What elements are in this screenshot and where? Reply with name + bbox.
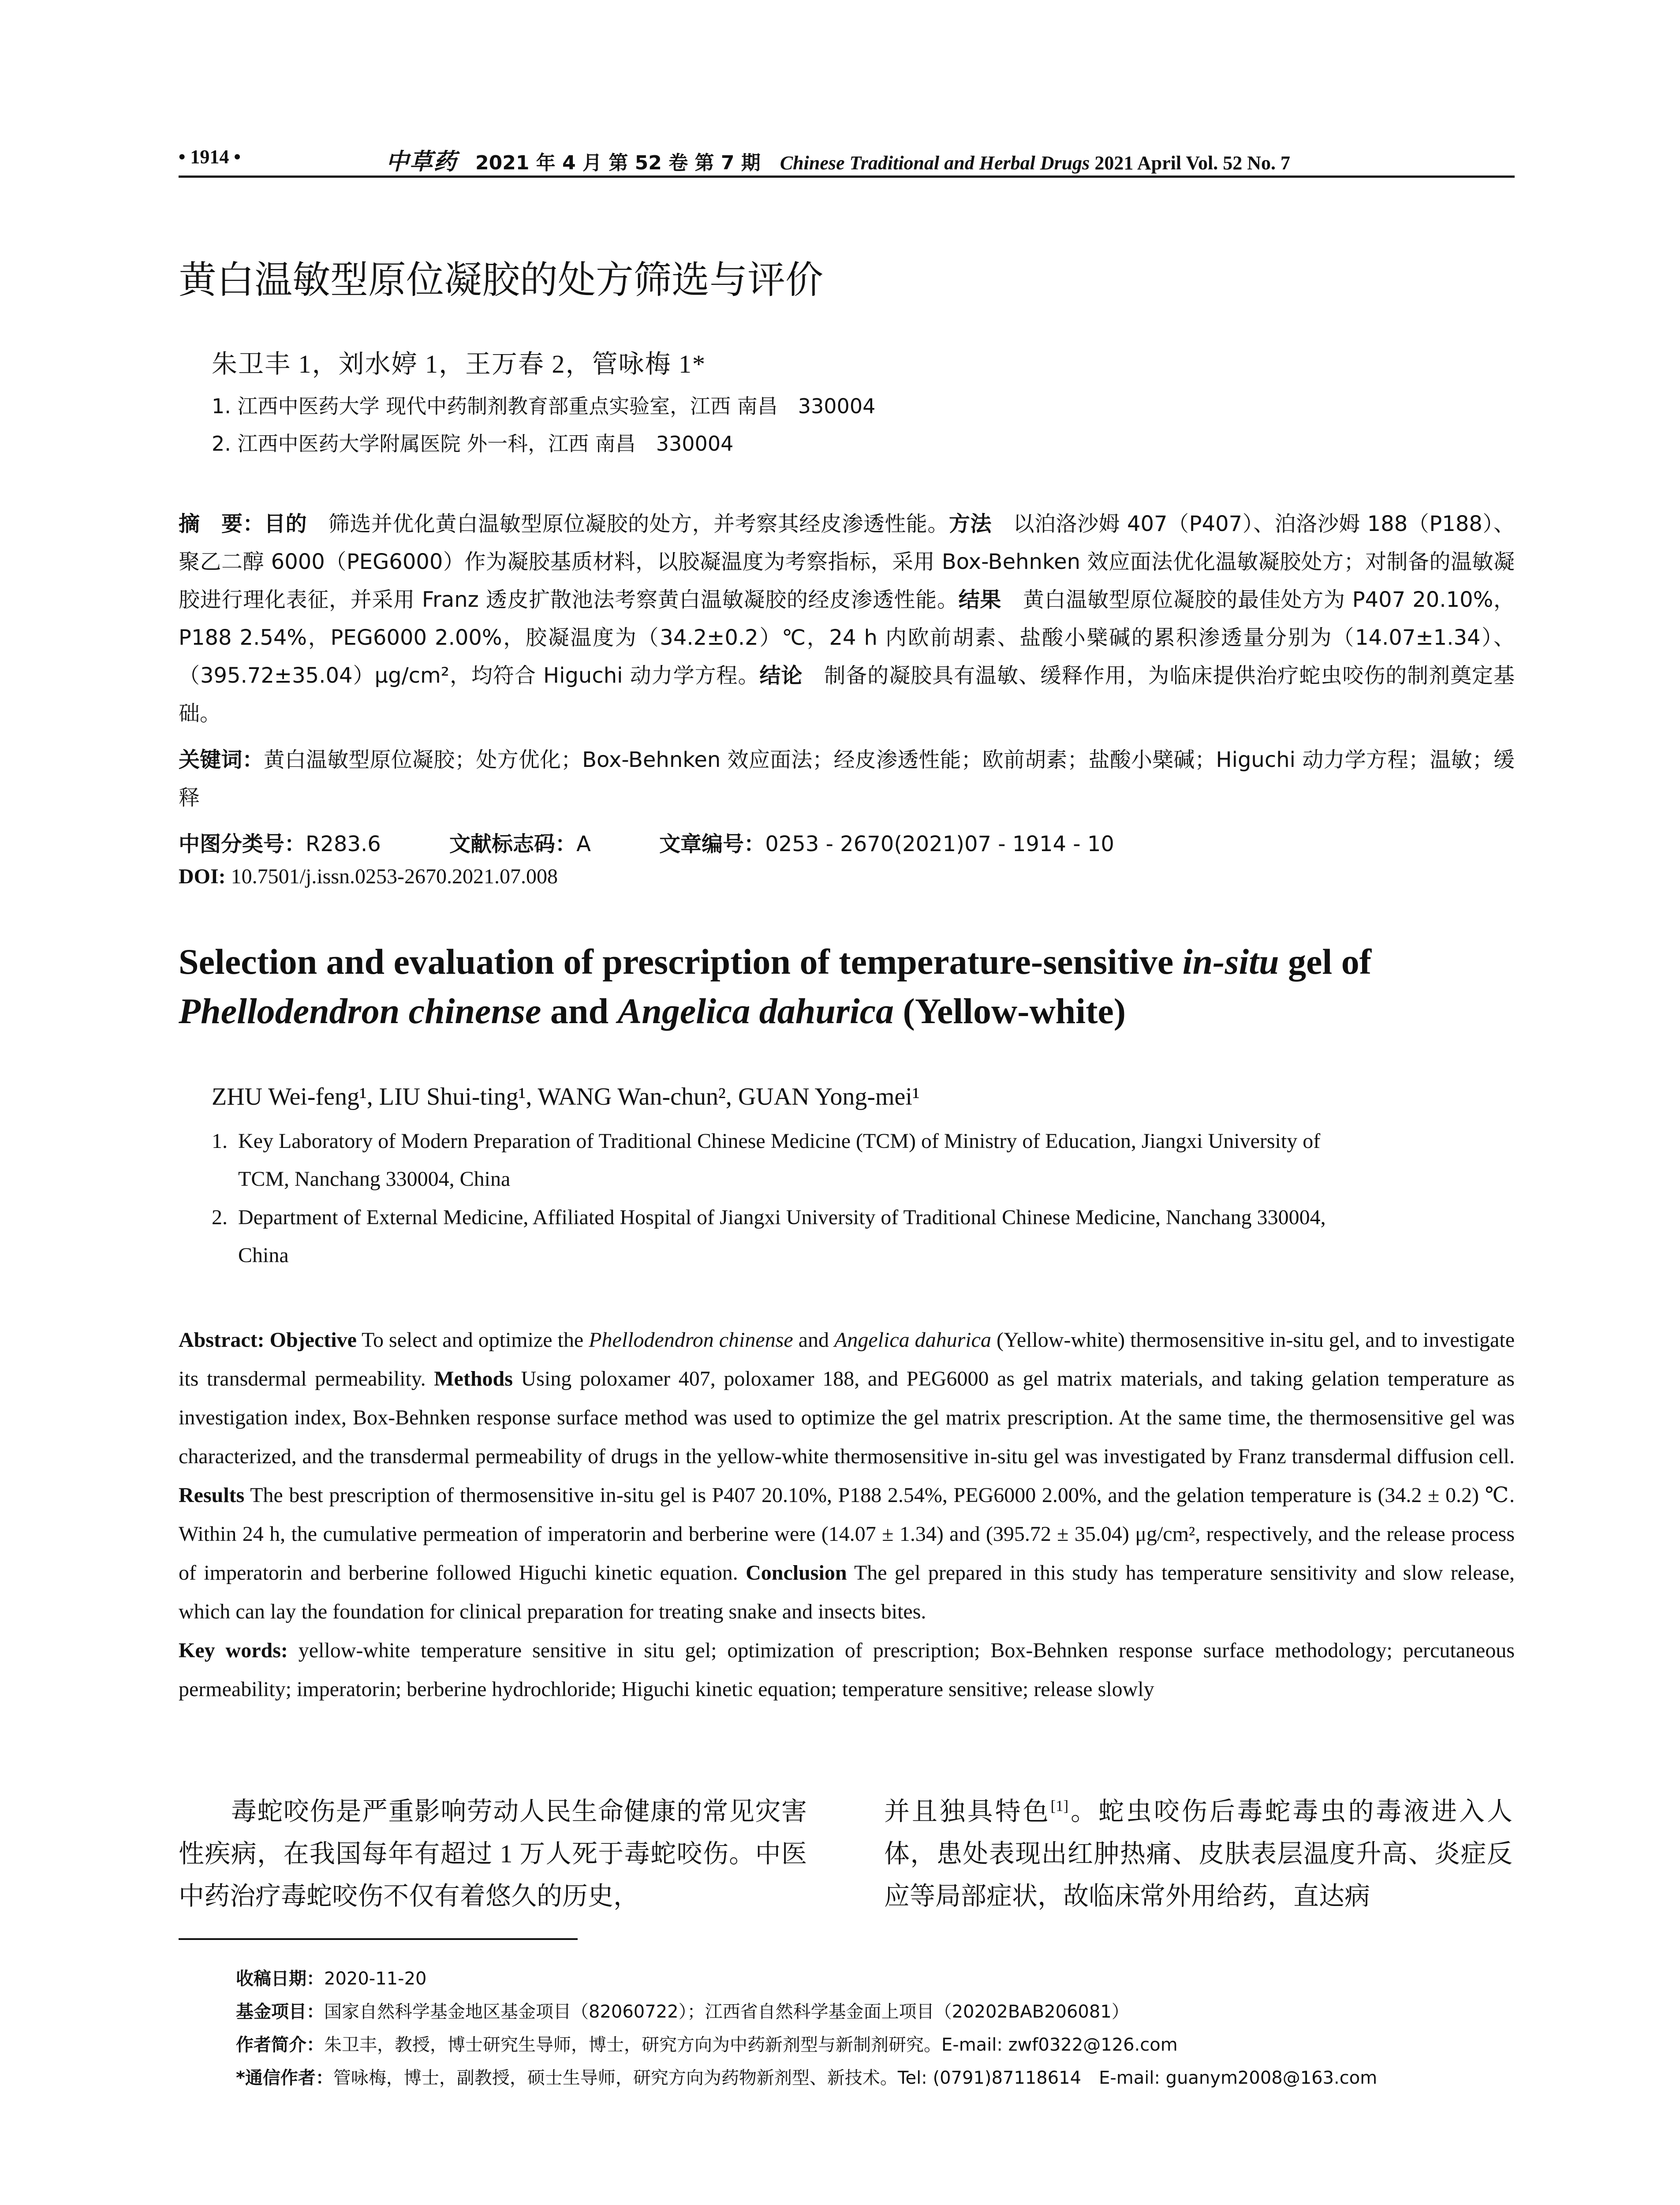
keywords-en-text: yellow-white temperature sensitive in situ gel; optimization of prescription; Box-Behnken response surface methodology; percutaneous permeability; imperatorin; berberine hydrochloride; Higuchi kinetic equation; temperature sensitive; release slowly <box>179 1639 1515 1701</box>
article-number: 文章编号：0253 - 2670(2021)07 - 1914 - 10 <box>659 832 1114 856</box>
methods-cn: 以泊洛沙姆 407（P407）、泊洛沙姆 188（P188）、聚乙二醇 6000（PEG6000）作为凝胶基质材料，以胶凝温度为考察指标，采用 Box-Behnken 效应面法优化温敏凝胶处方；对制备的温敏凝胶进行理化表征，并采用 Franz 透皮扩散池法考察黄白温敏凝胶的经皮渗透性能。 <box>179 512 1515 612</box>
keywords-cn <box>179 741 1515 817</box>
classification-line <box>179 827 1515 857</box>
results-label-en: Results <box>179 1484 245 1507</box>
doi <box>179 864 558 889</box>
keywords-en-label: Key words: <box>179 1639 288 1662</box>
footnote-rule <box>179 1938 578 1940</box>
issue-en: 2021 April Vol. 52 No. 7 <box>1094 152 1291 174</box>
body-column-right: 并且独具特色[1]。蛇虫咬伤后毒蛇毒虫的毒液进入人体，患处表现出红肿热痛、皮肤表层温度升高、炎症反应等局部症状，故临床常外用给药，直达病 <box>884 1797 1512 1910</box>
affiliation-cn-2: 2. 江西中医药大学附属医院 外一科，江西 南昌 330004 <box>212 432 734 456</box>
footnote-fund: 基金项目：国家自然科学基金地区基金项目（82060722）；江西省自然科学基金面上项目（20202BAB206081） <box>236 2002 1129 2022</box>
title-cn: 黄白温敏型原位凝胶的处方筛选与评价 <box>179 258 823 302</box>
footnote-author: 作者简介：朱卫丰，教授，博士研究生导师，博士，研究方向为中药新剂型与新制剂研究。E-mail: zwf0322@126.com <box>236 2035 1178 2055</box>
footnote-received: 收稿日期：2020-11-20 <box>236 1969 427 1989</box>
clc-number: 中图分类号：R283.6 <box>179 832 381 856</box>
page-number: • 1914 • <box>179 146 241 168</box>
conclusion-label-cn: 结论 <box>759 663 803 688</box>
affiliation-en-1: 1. Key Laboratory of Modern Preparation of Traditional Chinese Medicine (TCM) of Ministry of Education, Jiangxi University of TCM, Nanchang 330004, China <box>212 1129 1321 1191</box>
authors-en: ZHU Wei-feng¹, LIU Shui-ting¹, WANG Wan-chun², GUAN Yong-mei¹ <box>212 1083 920 1110</box>
authors-cn: 朱卫丰 1，刘水婷 1，王万春 2，管咏梅 1* <box>212 350 706 378</box>
document-code: 文献标志码：A <box>449 832 591 856</box>
objective-label-en: Objective <box>269 1328 357 1352</box>
title-en: Selection and evaluation of prescription of temperature-sensitive in-situ gel of Phellodendron chinense and Angelica dahurica (Yellow-white) <box>179 942 1372 1031</box>
footnote-corresponding: *通信作者：管咏梅，博士，副教授，硕士生导师，研究方向为药物新剂型、新技术。Tel: (0791)87118614 E-mail: guanym2008@163.com <box>236 2068 1378 2088</box>
issue-cn: 2021 年 4 月 第 52 卷 第 7 期 <box>475 152 761 174</box>
affiliation-cn-1: 1. 江西中医药大学 现代中药制剂教育部重点实验室，江西 南昌 330004 <box>212 394 876 418</box>
journal-info <box>386 143 1290 176</box>
doi-value[interactable]: 10.7501/j.issn.0253-2670.2021.07.008 <box>225 865 558 888</box>
journal-logo: 中草药 <box>386 149 458 175</box>
results-label-cn: 结果 <box>958 587 1002 612</box>
keywords-cn-label: 关键词： <box>179 747 264 772</box>
conclusion-label-en: Conclusion <box>746 1561 847 1585</box>
abstract-en-label: Abstract: <box>179 1328 270 1352</box>
objective-cn: 筛选并优化黄白温敏型原位凝胶的处方，并考察其经皮渗透性能。 <box>307 512 949 536</box>
results-cn: 黄白温敏型原位凝胶的最佳处方为 P407 20.10%，P188 2.54%，PEG6000 2.00%，胶凝温度为（34.2±0.2）℃，24 h 内欧前胡素、盐酸小檗碱的累积渗透量分别为（14.07±1.34）、（395.72±35.04）μg/cm²，均符合 Higuchi 动力学方程。 <box>179 587 1515 688</box>
keywords-cn-text: 黄白温敏型原位凝胶；处方优化；Box-Behnken 效应面法；经皮渗透性能；欧前胡素；盐酸小檗碱；Higuchi 动力学方程；温敏；缓释 <box>179 747 1515 810</box>
doi-label: DOI: <box>179 865 226 888</box>
methods-label-cn: 方法 <box>948 512 992 536</box>
body-column-left: 毒蛇咬伤是严重影响劳动人民生命健康的常见灾害性疾病，在我国每年有超过 1 万人死于毒蛇咬伤。中医中药治疗毒蛇咬伤不仅有着悠久的历史， <box>179 1797 807 1910</box>
abstract-cn-label: 摘 要： <box>179 512 265 536</box>
running-header <box>179 140 1515 178</box>
conclusion-cn: 制备的凝胶具有温敏、缓释作用，为临床提供治疗蛇虫咬伤的制剂奠定基础。 <box>179 663 1515 726</box>
methods-label-en: Methods <box>434 1367 513 1390</box>
affiliation-en-2: 2. Department of External Medicine, Affiliated Hospital of Jiangxi University of Traditional Chinese Medicine, Nanchang 330004, China <box>212 1206 1326 1267</box>
objective-label-cn: 目的 <box>264 512 307 536</box>
abstract-cn <box>179 505 1515 733</box>
citation-ref[interactable]: [1] <box>1050 1797 1069 1815</box>
journal-name-en: Chinese Traditional and Herbal Drugs <box>780 152 1090 174</box>
abstract-en: Abstract: Objective To select and optimize the Phellodendron chinense and Angelica dahurica (Yellow-white) thermosensitive in-situ gel, and to investigate its transdermal permeability. Methods Using poloxamer 407, poloxamer 188, and PEG6000 as gel matrix materials, and taking gelation temperature as investigation index, Box-Behnken response surface method was used to optimize the gel matrix prescription. At the same time, the thermosensitive gel was characterized, and the transdermal permeability of drugs in the yellow-white thermosensitive in-situ gel was investigated by Franz transdermal diffusion cell. Results The best prescription of thermosensitive in-situ gel is P407 20.10%, P188 2.54%, PEG6000 2.00%, and the gelation temperature is (34.2 ± 0.2) ℃. Within 24 h, the cumulative permeation of imperatorin and berberine were (14.07 ± 1.34) and (395.72 ± 35.04) μg/cm², respectively, and the release process of imperatorin and berberine followed Higuchi kinetic equation. Conclusion The gel prepared in this study has temperature sensitivity and slow release, which can lay the foundation for clinical preparation for treating snake and insects bites. Key words: yellow-white temperature sensitive in situ gel; optimization of prescription; Box-Behnken response surface methodology; percutaneous permeability; imperatorin; berberine hydrochloride; Higuchi kinetic equation; temperature sensitive; release slowly <box>179 1328 1515 1701</box>
